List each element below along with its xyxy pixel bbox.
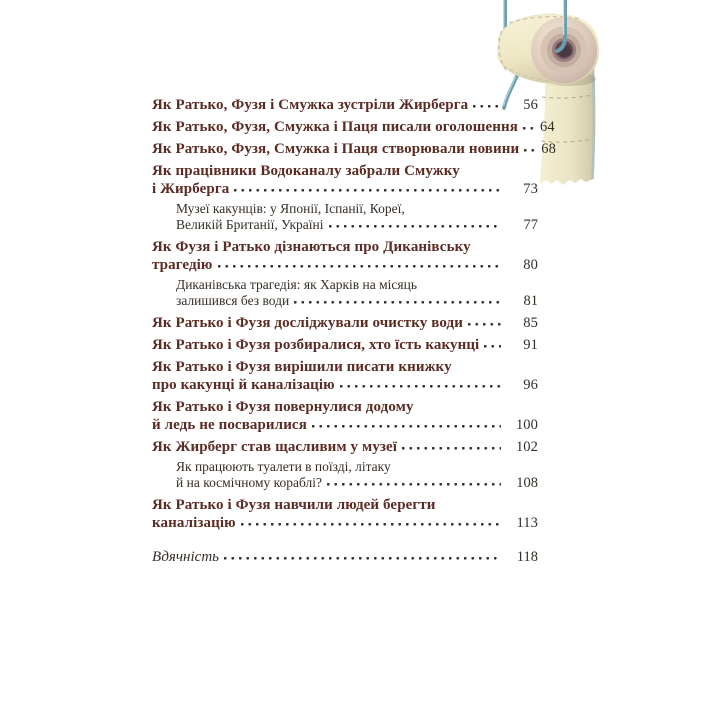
leader-dots [340,379,501,389]
toc-page-number: 73 [523,181,538,197]
toc-entry-text: Як Ратько, Фузя і Смужка зустріли Жирберга [152,97,469,113]
toc-entry-text: Як працівники Водоканалу забрали Смужку [152,163,460,179]
toc-entry [176,201,538,233]
toc-entry [152,438,538,456]
leader-dots [224,551,501,561]
toc-page-number: 96 [523,377,538,393]
leader-dots [312,419,501,429]
leader-dots [524,143,534,153]
leader-dots [484,339,501,349]
toc-entry [152,238,538,274]
toc-entry-text: Як Ратько і Фузя вирішили писати книжку [152,359,452,375]
toc-entry-text: Як Ратько і Фузя розбиралися, хто їсть какунці [152,337,480,353]
leader-dots [402,441,501,451]
leader-dots [473,99,501,109]
toc-page-number: 118 [516,549,538,565]
toc-page-number: 108 [516,474,538,491]
toc-page-number: 91 [523,337,538,353]
toc-page-number: 113 [516,515,538,531]
toc-entry [152,496,538,532]
leader-dots [218,259,502,269]
toc-entry [152,140,556,158]
toc-page-number: 77 [523,216,538,233]
toc-entry [152,358,538,394]
toc-entry [176,459,538,491]
toc-entry [152,314,538,332]
toc-entry-text: Вдячність [152,549,219,565]
leader-dots [468,317,501,327]
toc-entry-text: Як Жирберг став щасливим у музеї [152,439,398,455]
toc-entry-text: Як працюють туалети в поїзді, літаку [176,459,391,474]
toc-entry-text: й ледь не посварилися [152,417,307,433]
toc-list [152,96,556,570]
toc-page-number: 102 [515,439,538,455]
toc-entry-text: про какунці й каналізацію [152,377,335,393]
toc-entry-text: і Жирберга [152,181,230,197]
leader-dots [241,517,501,527]
toc-entry-text: Диканівська трагедія: як Харків на місяць [176,277,418,292]
toc-entry-text: Як Ратько, Фузя, Смужка і Паця створювали новини [152,141,520,157]
toc-entry-text: трагедію [152,257,213,273]
leader-dots [234,183,501,193]
toc-page-number: 64 [540,119,555,135]
toc-entry-text: Як Ратько і Фузя навчили людей берегти [152,497,436,513]
toc-page-number: 81 [523,292,538,309]
toc-entry [152,548,538,566]
toc-page-number: 68 [541,141,556,157]
toc-entry-text: Як Ратько і Фузя досліджували очистку води [152,315,463,331]
toc-entry-text: Як Ратько і Фузя повернулися додому [152,399,414,415]
toc-entry-text: Великій Британії, Україні [176,216,324,232]
toc-page-number: 85 [523,315,538,331]
leader-dots [294,295,501,305]
toc-entry-text: й на космічному кораблі? [176,474,322,490]
toc-entry [176,277,538,309]
toc-page-number: 100 [515,417,538,433]
toc-entry-text: Музеї какунців: у Японії, Іспанії, Кореї, [176,201,405,216]
toc-entry [152,96,538,114]
toc-entry [152,162,538,198]
toc-entry [152,118,555,136]
toc-entry-text: каналізацію [152,515,236,531]
toc-entry-text: Як Фузя і Ратько дізнаються про Диканівську [152,239,471,255]
leader-dots [523,121,533,131]
toc-entry-text: Як Ратько, Фузя, Смужка і Паця писали оголошення [152,119,519,135]
leader-dots [329,219,501,229]
leader-dots [327,477,501,487]
toc-page-number: 80 [523,257,538,273]
toc-page-number: 56 [523,97,538,113]
toc-entry-text: залишився без води [176,292,290,308]
toc-entry [152,398,538,434]
toc-entry [152,336,538,354]
